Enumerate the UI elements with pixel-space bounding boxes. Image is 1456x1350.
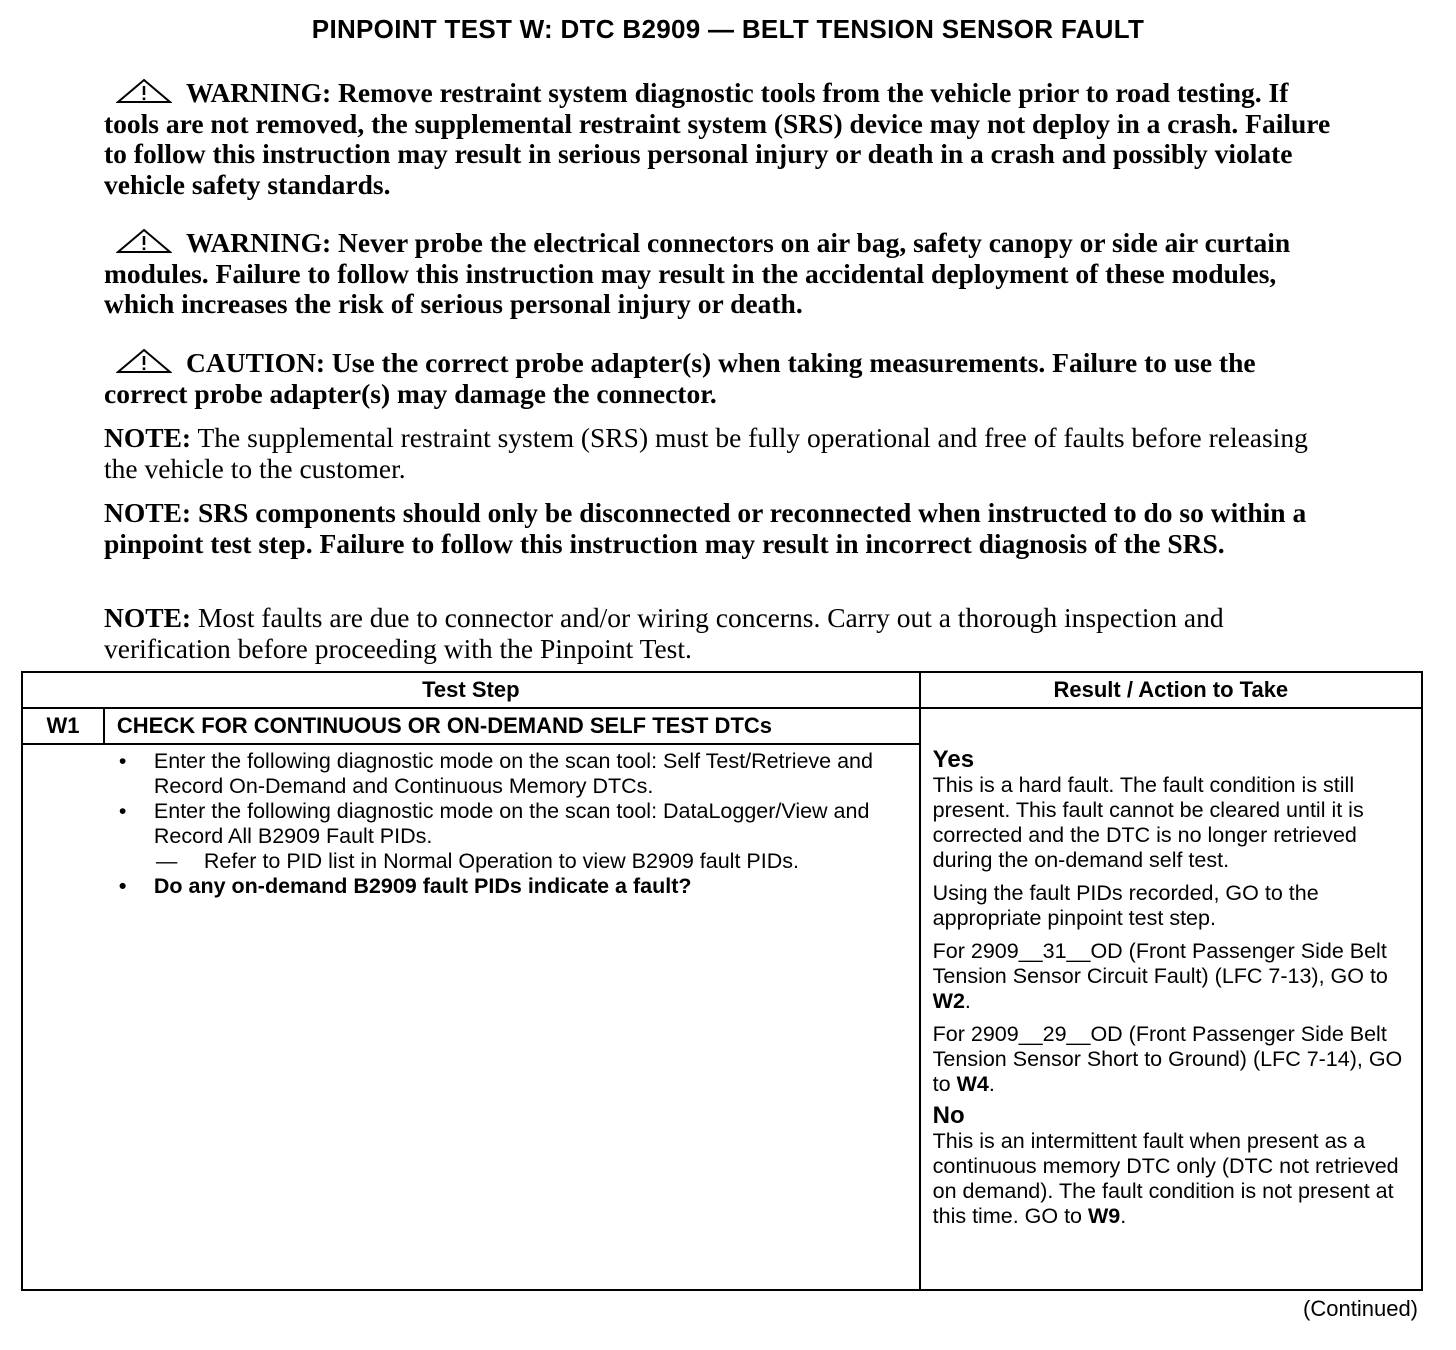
note-label: NOTE: [104,602,192,633]
bullet-icon: • [118,874,127,898]
step-title: CHECK FOR CONTINUOUS OR ON-DEMAND SELF TEST DTCs [104,708,920,744]
note-label: NOTE: [104,422,192,453]
instruction-item [104,749,909,799]
instruction-item [104,799,909,849]
pinpoint-test-table [21,671,1423,1291]
dash-icon: — [155,849,178,873]
yes-pids-text: Using the fault PIDs recorded, GO to the appropriate pinpoint test step. [932,881,1319,930]
warning-block-2 [104,228,1334,320]
caution-label: CAUTION: [186,347,326,378]
note-block-1 [104,423,1334,484]
yes-text: This is a hard fault. The fault condition is still present. This fault cannot be cleared until it is corrected and the DTC is no longer retrieved during the on-demand self test. [932,773,1364,872]
note-label: NOTE: [104,497,192,528]
yes-case-2: For 2909__29__OD (Front Passenger Side Belt Tension Sensor Short to Ground) (LFC 7-14), GO to W4. [932,1022,1403,1096]
no-text-block: This is an intermittent fault when present as a continuous memory DTC only (DTC not retrieved on demand). The fault condition is not present at this time. GO to W9. [932,1129,1399,1228]
table-header-row [22,672,1422,708]
note-text: The supplemental restraint system (SRS) must be fully operational and free of faults before releasing the vehicle to the customer. [104,422,1308,484]
goto-w4-link[interactable]: W4 [956,1072,989,1096]
no-label: No [932,1102,965,1129]
note-block-3 [104,603,1334,664]
caution-block [104,348,1334,409]
continued-label: (Continued) [1303,1296,1418,1321]
note-block-2 [104,498,1334,559]
question-text: Do any on-demand B2909 fault PIDs indicate a fault? [153,874,692,898]
test-step-header: Test Step [22,672,920,708]
step-title-row [22,708,1422,744]
warning-triangle-icon [116,348,172,374]
step-id: W1 [22,708,104,744]
goto-w2-link[interactable]: W2 [932,989,965,1013]
warning-label: WARNING: [186,227,332,258]
result-cell [920,708,1422,1290]
instruction-text: Enter the following diagnostic mode on the scan tool: Self Test/Retrieve and Record On-Demand and Continuous Memory DTCs. [153,749,873,798]
yes-case-1: For 2909__31__OD (Front Passenger Side Belt Tension Sensor Circuit Fault) (LFC 7-13), GO to W2. [932,939,1388,1013]
yes-case-2-text: For 2909__29__OD (Front Passenger Side Belt Tension Sensor Short to Ground) (LFC 7-14), GO to [932,1022,1403,1096]
step-instructions [104,744,920,1290]
warning-triangle-icon [116,228,172,254]
note-text: SRS components should only be disconnected or reconnected when instructed to do so within a pinpoint test step. Failure to follow this instruction may result in incorrect diagnosis of the SRS. [104,497,1307,559]
instruction-subitem [104,849,909,874]
instruction-text: Enter the following diagnostic mode on the scan tool: DataLogger/View and Record All B2909 Fault PIDs. [153,799,870,848]
step-id-spacer [22,744,104,1290]
no-text: This is an intermittent fault when present as a continuous memory DTC only (DTC not retrieved on demand). The fault condition is not present at this time. GO to [932,1129,1399,1228]
yes-label: Yes [932,746,975,773]
warning-label: WARNING: [186,77,332,108]
question-item [104,874,909,899]
goto-w9-link[interactable]: W9 [1087,1204,1121,1228]
bullet-icon: • [118,749,127,773]
warning-text: Never probe the electrical connectors on air bag, safety canopy or side air curtain modules. Failure to follow this instruction may result in the accidental deployment of these modules, which increases the risk of serious personal injury or death. [104,227,1291,319]
warning-triangle-icon [116,78,172,104]
yes-case-1-text: For 2909__31__OD (Front Passenger Side Belt Tension Sensor Circuit Fault) (LFC 7-13), GO to [932,939,1388,988]
bullet-icon: • [118,799,127,823]
result-header: Result / Action to Take [920,672,1422,708]
note-text: Most faults are due to connector and/or wiring concerns. Carry out a thorough inspection and verification before proceeding with the Pinpoint Test. [104,602,1224,664]
caution-text: Use the correct probe adapter(s) when taking measurements. Failure to use the correct probe adapter(s) may damage the connector. [104,347,1256,409]
instruction-subtext: Refer to PID list in Normal Operation to view B2909 fault PIDs. [203,849,799,873]
page-title: PINPOINT TEST W: DTC B2909 — BELT TENSION SENSOR FAULT [311,14,1145,44]
warning-block-1 [104,78,1334,200]
warning-text: Remove restraint system diagnostic tools from the vehicle prior to road testing. If tools are not removed, the supplemental restraint system (SRS) device may not deploy in a crash. Failure to follow this instruction may result in serious personal injury or death in a crash and possibly violate vehicle safety standards. [104,77,1331,200]
